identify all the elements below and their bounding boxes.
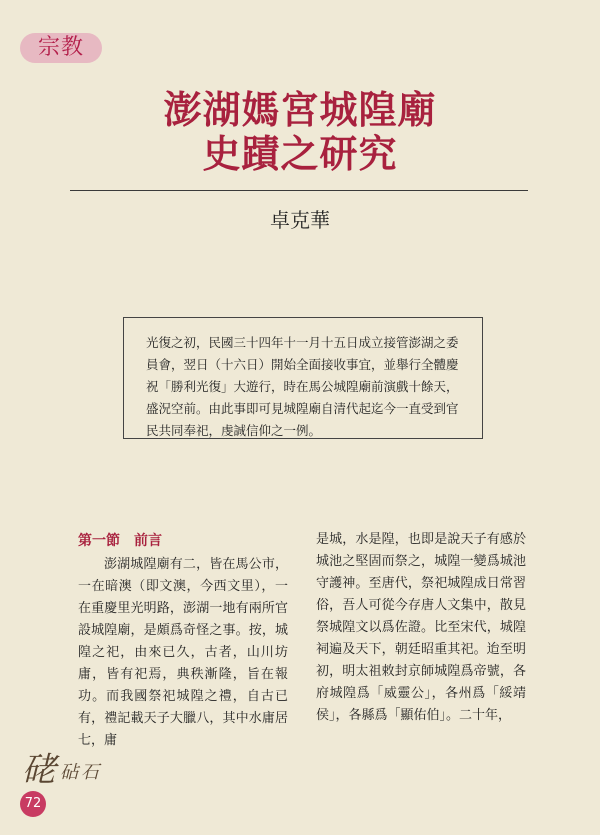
- abstract-box: [123, 317, 483, 439]
- abstract-text: 光復之初，民國三十四年十一月十五日成立接管澎湖之委員會，翌日（十六日）開始全面接收事宜，並舉行全體慶祝「勝利光復」大遊行，時在馬公城隍廟前演戲十餘天，盛況空前。由此事即可見城隍廟自清代起迄今一直受到官民共同奉祀，虔誠信仰之一例。: [146, 335, 459, 438]
- logo-big-char: 硓: [22, 750, 56, 790]
- author-name: 卓克華: [270, 208, 330, 232]
- body-column-right: [316, 529, 526, 727]
- magazine-logo: [22, 742, 140, 790]
- title-divider: [70, 190, 528, 191]
- page-number: 72: [20, 791, 46, 817]
- section-heading: 第一節 前言: [78, 533, 162, 549]
- body-column-left: [78, 530, 288, 752]
- category-badge: 宗教: [20, 33, 102, 63]
- title-line-1: 澎湖媽宮城隍廟: [163, 87, 437, 132]
- logo-small-chars: 砧石: [60, 762, 102, 783]
- body-text-right: 是城，水是隍，也即是說天子有感於城池之堅固而祭之，城隍一變爲城池守護神。至唐代，祭祀城隍成日常習俗，吾人可從今存唐人文集中，散見祭城隍文以爲佐證。比至宋代，城隍祠遍及天下，朝廷昭重其祀。迨至明初，明太祖敕封京師城隍爲帝號，各府城隍爲「威靈公」，各州爲「綏靖侯」，各縣爲「顯佑伯」。二十年，: [316, 532, 526, 723]
- title-line-2: 史蹟之研究: [202, 131, 398, 176]
- article-title: [0, 88, 600, 176]
- body-text-left: 澎湖城隍廟有二，皆在馬公市，一在暗澳（即文澳，今西文里），一在重慶里光明路，澎湖一地有兩所官設城隍廟，是頗爲奇怪之事。按，城隍之祀，由來已久，古者，山川坊庸，皆有祀焉，典秩漸隆，旨在報功。而我國祭祀城隍之禮，自古已有，禮記載天子大臘八，其中水庸居七，庸: [78, 557, 288, 748]
